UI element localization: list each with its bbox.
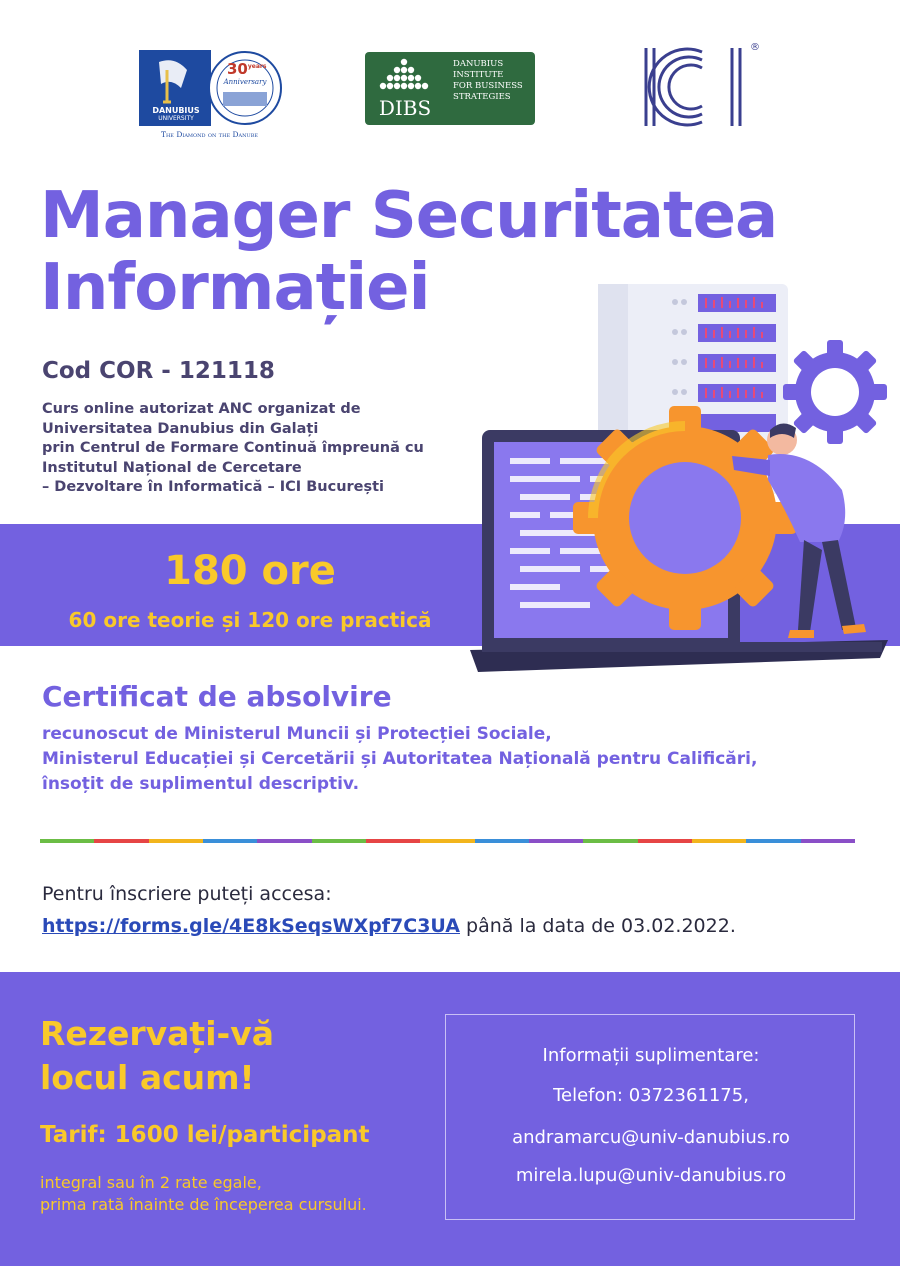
course-description [42,400,442,498]
contact-email-1[interactable]: andramarcu@univ-danubius.ro [512,1127,790,1148]
dibs-line-3: FOR BUSINESS [453,81,523,91]
danubius-sub: UNIVERSITY [158,115,194,122]
divider-segment [366,839,420,843]
purple-gear-icon [783,340,887,444]
enroll-deadline: până la data de 03.02.2022. [459,915,736,937]
contact-phone[interactable]: Telefon: 0372361175, [553,1085,749,1106]
anniversary-number-value: 30 [227,60,248,78]
divider-segment [257,839,311,843]
rate-line-1: integral sau în 2 rate egale, [40,1173,262,1192]
divider-segment [638,839,692,843]
enroll-intro: Pentru înscriere puteți accesa: [42,883,332,905]
enroll-link-line [42,910,736,942]
reserve-line-1: Rezervați-vă [40,1014,274,1053]
tarif: Tarif: 1600 lei/participant [40,1122,370,1148]
dibs-dots-icon [379,58,429,98]
divider-segment [692,839,746,843]
certificate-title: Certificat de absolvire [42,680,392,713]
dibs-acronym: DIBS [378,96,432,120]
anniversary-word: Anniversary [223,78,267,86]
ici-registered: ® [750,42,760,53]
enrollment-info [42,878,736,942]
divider-segment [312,839,366,843]
divider-segment [149,839,203,843]
desc-line-4: Institutul Național de Cercetare [42,459,302,476]
reserve-line-2: locul acum! [40,1058,255,1097]
divider-segment [583,839,637,843]
color-divider [40,839,855,843]
ici-logo-graphic [640,44,765,130]
divider-segment [529,839,583,843]
enroll-link[interactable]: https://forms.gle/4E8kSeqsWXpf7C3UA [42,915,460,937]
desc-line-3: prin Centrul de Formare Continuă împreună cu [42,440,424,456]
desc-line-1: Curs online autorizat ANC organizat de [42,401,361,417]
anniversary-years: years [247,63,267,70]
divider-segment [801,839,855,843]
contact-box [445,1014,855,1220]
payment-terms [40,1172,367,1216]
dibs-line-2: INSTITUTE [453,70,504,80]
divider-segment [203,839,257,843]
hours-split: 60 ore teorie și 120 ore practică [68,608,432,632]
danubius-tagline: The Diamond on the Danube [160,130,259,139]
divider-segment [420,839,474,843]
desc-line-5: – Dezvoltare în Informatică – ICI București [42,479,385,495]
certificate-text [42,722,872,797]
cod-cor: Cod COR - 121118 [42,358,275,384]
reserve-heading [40,1012,274,1100]
dibs-fullname [453,59,533,103]
dibs-line-4: STRATEGIES [453,92,511,102]
dibs-logo [365,52,535,125]
title-line-1: Manager Securitatea [40,179,778,253]
cert-line-1: recunoscut de Ministerul Muncii și Protecției Sociale, [42,724,552,744]
ici-logo [640,44,765,130]
server-laptop-illustration [470,280,890,675]
cert-line-2: Ministerul Educației și Cercetării și Autoritatea Națională pentru Calificări, [42,749,758,769]
hours-total: 180 ore [164,548,336,594]
contact-title: Informații suplimentare: [542,1045,760,1066]
danubius-name: DANUBIUS [152,106,200,115]
cert-line-3: însoțit de suplimentul descriptiv. [42,774,360,794]
divider-segment [475,839,529,843]
dibs-line-1: DANUBIUS [453,59,504,69]
title-line-2: Informației [40,251,430,325]
divider-segment [40,839,94,843]
divider-segment [746,839,800,843]
contact-email-2[interactable]: mirela.lupu@univ-danubius.ro [515,1165,787,1186]
danubius-logo [137,48,282,144]
divider-segment [94,839,148,843]
rate-line-2: prima rată înainte de începerea cursului. [40,1195,367,1214]
anniversary-number [227,60,267,78]
orange-gear-icon [573,406,797,630]
desc-line-2: Universitatea Danubius din Galați [42,420,319,437]
